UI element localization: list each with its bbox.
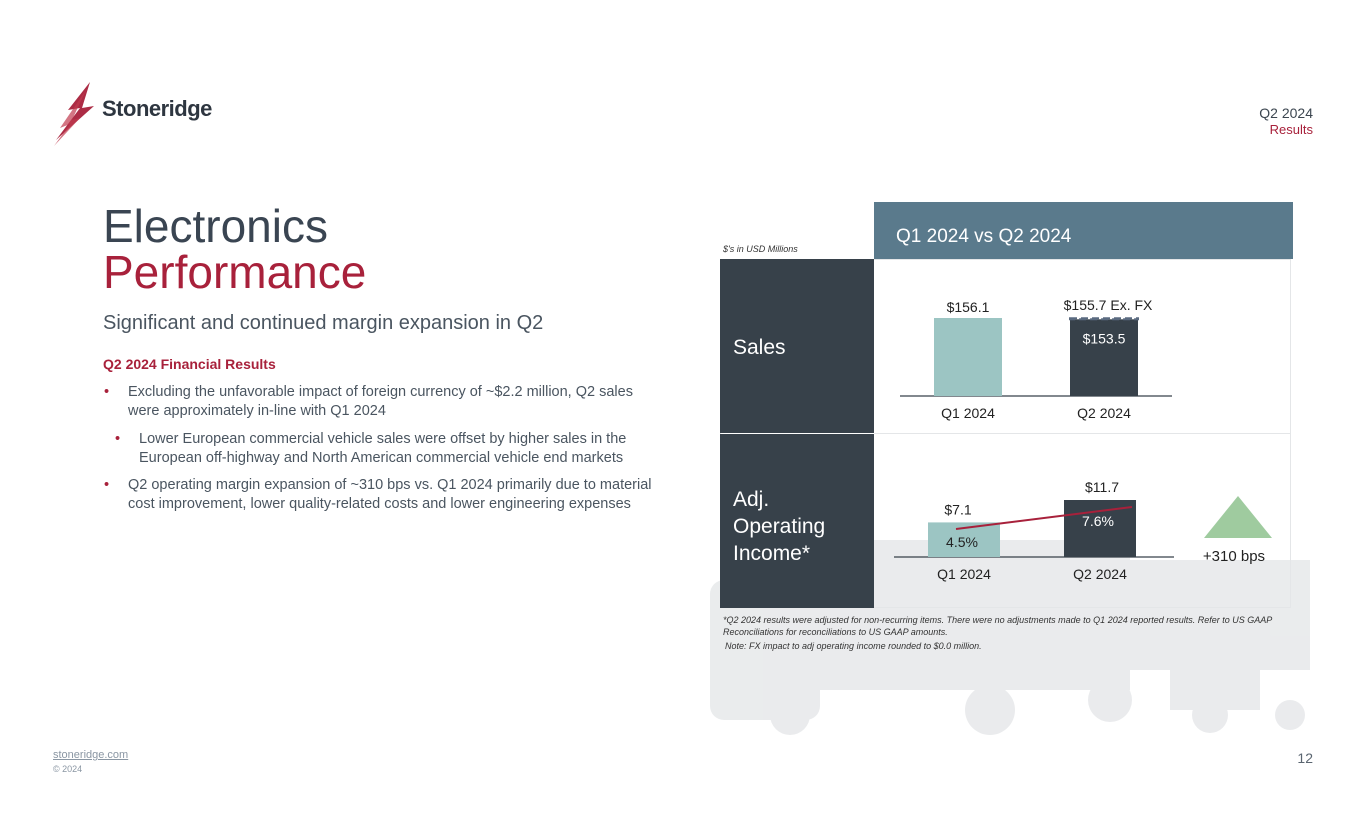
oi-value-label-1: $7.1: [944, 501, 972, 518]
header-period: Q2 2024: [1259, 105, 1313, 121]
sales-exfx-label: $155.7 Ex. FX: [1063, 297, 1153, 314]
page-subtitle: Significant and continued margin expansion in Q2: [103, 312, 544, 334]
page-title-line1: Electronics: [103, 200, 328, 252]
oi-margin-label-2: 7.6%: [1082, 513, 1114, 529]
fx-note: Note: FX impact to adj operating income rounded to $0.0 million.: [725, 641, 982, 651]
logo-wordmark: Stoneridge: [102, 96, 212, 121]
bullet-text: Q2 operating margin expansion of ~310 bps vs. Q1 2024 primarily due to material cost improvement, lower quality-related costs and lower engineering expenses: [128, 477, 652, 512]
sales-value-label-1: $156.1: [946, 299, 990, 315]
oi-value-label-2: $11.7: [1085, 479, 1119, 495]
sales-label: Sales: [733, 336, 786, 359]
page-title-line2: Performance: [103, 246, 367, 298]
bullet-text: Lower European commercial vehicle sales were offset by higher sales in the European off-highway and North American commercial vehicle end markets: [139, 431, 627, 466]
bullet-item: [104, 476, 668, 514]
header-section: Results: [1269, 122, 1313, 137]
website-link[interactable]: stoneridge.com: [53, 749, 129, 761]
bullet-item: [104, 383, 658, 421]
oi-chart: [894, 479, 1272, 582]
copyright: © 2024: [53, 764, 83, 774]
sales-bar-1: [934, 318, 1002, 396]
oi-category-label-1: Q1 2024: [937, 566, 991, 582]
oi-margin-label-1: 4.5%: [946, 534, 978, 550]
oi-label: Adj. Operating Income*: [733, 488, 826, 565]
page-number: 12: [1297, 750, 1313, 766]
bullet-item: [115, 430, 674, 468]
bullet-dot-icon: •: [104, 477, 110, 493]
up-arrow-icon: [1204, 496, 1272, 538]
comparison-chart: [874, 259, 1293, 608]
units-note: $'s in USD Millions: [723, 244, 798, 254]
bullet-dot-icon: •: [115, 431, 121, 447]
margin-change-label: +310 bps: [1202, 548, 1266, 565]
sales-category-label-2: Q2 2024: [1077, 405, 1131, 421]
exfx-dashed-outline: [1070, 318, 1138, 319]
footnote: *Q2 2024 results were adjusted for non-recurring items. There were no adjustments made to Q1 2024 reported results. Refer to US GAAP Reconciliations for reconciliations to US GAAP amounts.: [723, 615, 1272, 637]
bullet-text: Excluding the unfavorable impact of foreign currency of ~$2.2 million, Q2 sales were approximately in-line with Q1 2024: [128, 384, 633, 419]
oi-category-label-2: Q2 2024: [1073, 566, 1127, 582]
sales-chart: [900, 297, 1172, 421]
bullet-dot-icon: •: [104, 384, 110, 400]
sales-category-label-1: Q1 2024: [941, 405, 995, 421]
sales-value-label-2: $153.5: [1082, 330, 1126, 347]
panel-title: Q1 2024 vs Q2 2024: [896, 226, 1072, 247]
financial-results-heading: Q2 2024 Financial Results: [103, 356, 276, 372]
